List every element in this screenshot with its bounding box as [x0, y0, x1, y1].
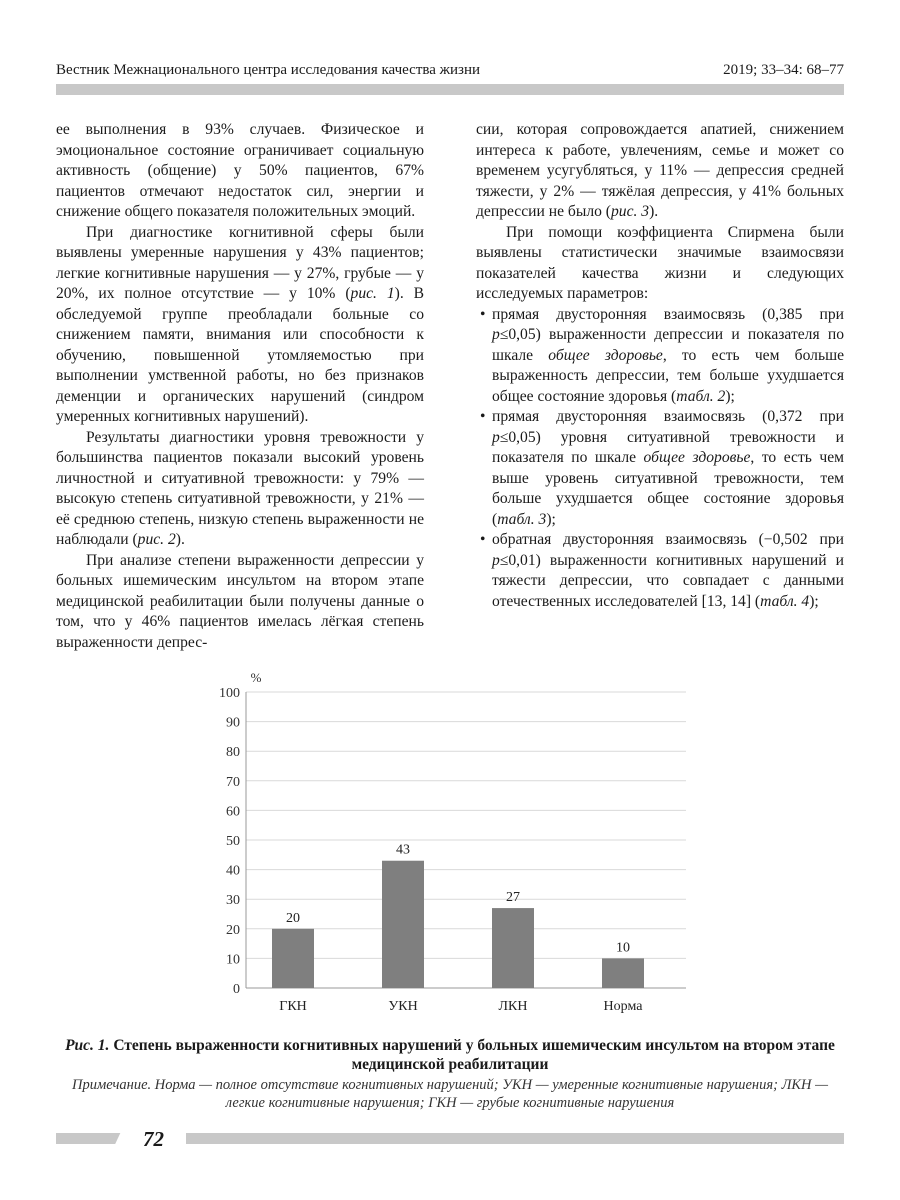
list-item	[492, 530, 844, 612]
paragraph	[56, 428, 424, 551]
scale-name: общее здоровье	[643, 449, 751, 466]
paragraph: При анализе степени выраженности депрессии у больных ишемическим инсультом на втором этапе медицинской реабилитации были получены данные о том, что у 46% пациентов имелась лёгкая степень выраженности депрес-	[56, 551, 424, 651]
left-column	[56, 120, 424, 653]
x-tick-label: ЛКН	[498, 999, 528, 1014]
text: прямая двусторонняя взаимосвязь (0,372 при	[492, 408, 844, 425]
table-reference: табл. 4	[760, 592, 810, 610]
y-tick-label: 70	[226, 774, 240, 790]
y-tick-label: 30	[226, 893, 240, 909]
x-tick-label: УКН	[388, 999, 418, 1014]
bar	[602, 958, 644, 988]
y-tick-label: 60	[226, 804, 240, 820]
y-tick-label: 10	[226, 952, 240, 968]
figure-label: Рис. 1.	[65, 1037, 110, 1054]
list-item	[492, 407, 844, 530]
caption-title	[56, 1036, 844, 1074]
data-label: 10	[616, 940, 630, 956]
text: Результаты диагностики уровня тревожности у большинства пациентов показали высокий уровень личностной и ситуативной тревожности: у 79% — высокую степень ситуативной тревожности, у 21% — её среднюю степень, низкую степень выраженности не наблюдали (	[56, 428, 424, 548]
figure-reference: рис. 3	[610, 203, 650, 220]
chart-svg	[196, 662, 696, 1022]
text: ≤0,05) выраженности депрессии и показателя по шкале	[492, 326, 844, 364]
y-axis-label: %	[250, 670, 262, 685]
text: );	[546, 510, 556, 528]
text: обратная двусторонняя взаимосвязь (−0,502 при	[492, 531, 844, 548]
y-tick-label: 90	[226, 715, 240, 731]
y-tick-label: 50	[226, 834, 240, 849]
caption-text: Степень выраженности когнитивных нарушений у больных ишемическим инсультом на втором этапе медицинской реабилитации	[109, 1037, 835, 1073]
correlation-list	[476, 305, 844, 613]
text: ≤0,01) выраженности когнитивных нарушений и тяжести депрессии, что совпадает с данными отечественных исследователей [13, 14] (	[492, 551, 844, 610]
list-item	[492, 305, 844, 408]
right-column	[476, 120, 844, 612]
bar	[272, 929, 314, 988]
paragraph	[476, 120, 844, 223]
footer-rule-right	[186, 1133, 844, 1144]
y-tick-label: 0	[233, 982, 240, 997]
footer-rule-left	[56, 1133, 124, 1144]
figure-reference: рис. 2	[137, 531, 176, 548]
x-tick-label: ГКН	[279, 999, 307, 1014]
y-tick-label: 20	[226, 922, 240, 938]
text: ). В обследуемой группе преобладали больные со снижением памяти, внимания или способности к обучению, повышенной утомляемостью при выполнении умственной работы, но без признаков деменции и органических нарушений (синдром умеренных когнитивных нарушений).	[56, 285, 425, 425]
y-tick-label: 80	[226, 745, 240, 761]
text: );	[725, 387, 735, 405]
y-tick-label: 40	[226, 863, 240, 879]
text: );	[809, 592, 819, 610]
journal-title: Вестник Межнационального центра исследования качества жизни	[56, 61, 481, 78]
figure-reference: рис. 1	[350, 285, 395, 302]
x-tick-label: Норма	[603, 999, 643, 1014]
p-symbol: p	[492, 326, 500, 343]
text: прямая двусторонняя взаимосвязь (0,385 при	[492, 305, 844, 323]
page-number: 72	[143, 1127, 164, 1151]
paragraph	[56, 223, 424, 428]
text: , то есть чем выше уровень ситуативной тревожности, тем больше ухудшается общее состояние здоровья (	[492, 449, 845, 528]
p-symbol: p	[492, 428, 500, 446]
paragraph: При помощи коэффициента Спирмена были выявлены статистически значимые взаимосвязи показателей качества жизни и следующих исследуемых параметров:	[476, 223, 844, 302]
bar-chart	[196, 662, 696, 1022]
text: ≤0,05) уровня ситуативной тревожности и показателя по шкале	[492, 428, 844, 466]
table-reference: табл. 2	[676, 387, 726, 405]
text: ).	[649, 203, 659, 220]
bar	[382, 861, 424, 988]
running-header	[56, 60, 844, 80]
data-label: 20	[286, 910, 300, 926]
caption-note: Примечание. Норма — полное отсутствие когнитивных нарушений; УКН — умеренные когнитивные нарушения; ЛКН — легкие когнитивные нарушения; ГКН — грубые когнитивные нарушения	[71, 1077, 829, 1111]
table-reference: табл. 3	[497, 510, 547, 528]
paragraph: ее выполнения в 93% случаев. Физическое и эмоциональное состояние ограничивает социальную активность (общение) у 50% пациентов, 67% пациентов отмечают недостаток сил, энергии и снижение общего показателя положительных эмоций.	[56, 121, 424, 220]
issue-pages: 2019; 33–34: 68–77	[723, 61, 844, 78]
text: При диагностике когнитивной сферы были выявлены умеренные нарушения у 43% пациентов; легкие когнитивные нарушения — у 27%, грубые — у 20%, их полное отсутствие — у 10% (	[56, 223, 424, 302]
bar	[492, 908, 534, 988]
y-tick-label: 100	[219, 686, 240, 701]
p-symbol: p	[492, 551, 500, 569]
data-label: 27	[506, 890, 520, 906]
text: ).	[175, 531, 185, 548]
text: сии, которая сопровождается апатией, снижением интереса к работе, увлечениям, семье и может со временем усугубляться, у 11% — депрессия средней тяжести, у 2% — тяжёлая депрессия, у 41% больных депрессии не было (	[476, 121, 844, 220]
data-label: 43	[396, 842, 410, 858]
text: , то есть чем больше выраженность депрессии, тем больше ухудшается общее состояние здоровья (	[492, 346, 844, 405]
header-rule	[56, 84, 844, 95]
scale-name: общее здоровье	[548, 346, 663, 364]
figure-caption	[56, 1036, 844, 1112]
